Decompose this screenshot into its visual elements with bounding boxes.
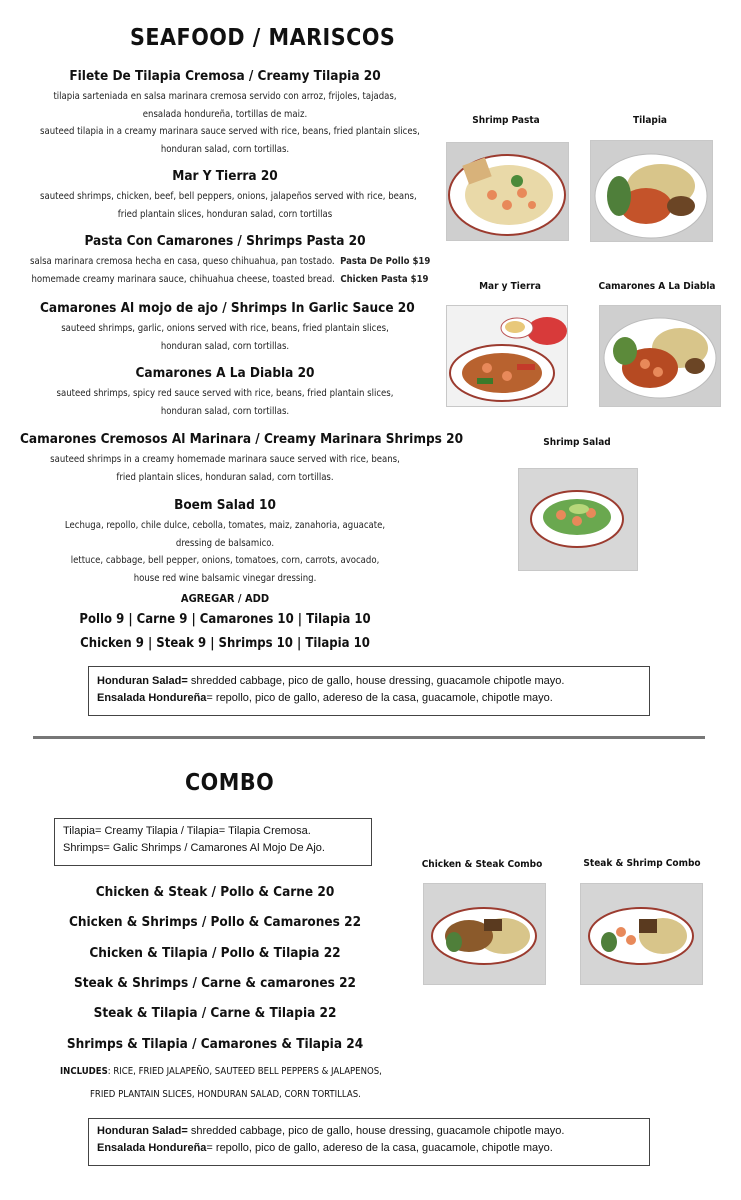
shrimp-pasta-photo: [446, 142, 569, 241]
pasta-de-pollo-price: Pasta De Pollo $19: [340, 256, 431, 267]
combo-legend: Tilapia= Creamy Tilapia / Tilapia= Tilapia Cremosa. Shrimps= Galic Shrimps / Camarones Al Mojo De Ajo.: [54, 818, 372, 866]
photo-caption: Shrimp Pasta: [472, 115, 540, 126]
steak-shrimp-combo-photo: [580, 883, 703, 985]
combo-includes: INCLUDES: RICE, FRIED JALAPEÑO, SAUTEED BELL PEPPERS & JALAPENOS,: [60, 1066, 382, 1077]
dish-title: Camarones A La Diabla 20: [135, 365, 315, 381]
add-ons-spanish: Pollo 9 | Carne 9 | Camarones 10 | Tilapia 10: [79, 612, 371, 627]
combo-item: Shrimps & Tilapia / Camarones & Tilapia 24: [66, 1036, 364, 1052]
dish-title: Pasta Con Camarones / Shrimps Pasta 20: [84, 233, 366, 249]
dish-title: Camarones Cremosos Al Marinara / Creamy Marinara Shrimps 20: [20, 431, 464, 447]
add-ons-english: Chicken 9 | Steak 9 | Shrimps 10 | Tilapia 10: [80, 636, 370, 651]
photo-caption: Steak & Shrimp Combo: [583, 858, 701, 869]
photo-caption: Tilapia: [633, 115, 667, 126]
mar-y-tierra-photo: [446, 305, 568, 407]
combo-item: Chicken & Tilapia / Pollo & Tilapia 22: [89, 945, 341, 961]
photo-caption: Chicken & Steak Combo: [421, 859, 543, 870]
dish-description: salsa marinara cremosa hecha en casa, queso chihuahua, pan tostado. Pasta De Pollo $19 homemade creamy marinara sauce, chihuahua cheese, toasted bread. Chicken Pasta $19: [30, 256, 431, 285]
photo-caption: Shrimp Salad: [543, 437, 611, 448]
dish-description: tilapia sarteniada en salsa marinara cremosa servido con arroz, frijoles, tajadas, ensalada hondureña, tortillas de maiz. sauteed tilapia in a creamy marinara sauce served with rice, beans, fried plantain slices, honduran salad, corn tortillas.: [40, 91, 420, 155]
camarones-diabla-photo: [599, 305, 721, 407]
combo-item: Steak & Shrimps / Carne & camarones 22: [74, 975, 356, 991]
shrimp-salad-photo: [518, 468, 638, 571]
tilapia-photo: [590, 140, 713, 242]
chicken-pasta-price: Chicken Pasta $19: [340, 273, 429, 285]
photo-caption: Camarones A La Diabla: [598, 281, 716, 292]
dish-title: Mar Y Tierra 20: [172, 168, 278, 184]
dish-title: Filete De Tilapia Cremosa / Creamy Tilapia 20: [69, 68, 381, 84]
dish-description: sauteed shrimps, chicken, beef, bell peppers, onions, jalapeños served with rice, beans, fried plantain slices, honduran salad, corn tortillas: [40, 191, 417, 220]
photo-caption: Mar y Tierra: [479, 281, 541, 292]
dish-description: sauteed shrimps, garlic, onions served with rice, beans, fried plantain slices, honduran salad, corn tortillas.: [61, 323, 389, 352]
dish-description: sauteed shrimps, spicy red sauce served with rice, beans, fried plantain slices, honduran salad, corn tortillas.: [56, 388, 394, 417]
dish-description: sauteed shrimps in a creamy homemade marinara sauce served with rice, beans, fried plantain slices, honduran salad, corn tortillas.: [50, 454, 400, 483]
combo-includes-cont: FRIED PLANTAIN SLICES, HONDURAN SALAD, CORN TORTILLAS.: [90, 1089, 361, 1100]
add-ons-heading: AGREGAR / ADD: [180, 592, 270, 605]
combo-item: Chicken & Shrimps / Pollo & Camarones 22: [68, 914, 362, 930]
combo-item: Steak & Tilapia / Carne & Tilapia 22: [93, 1005, 337, 1021]
combo-item: Chicken & Steak / Pollo & Carne 20: [95, 884, 335, 900]
honduran-salad-note-combo: Honduran Salad= shredded cabbage, pico de gallo, house dressing, guacamole chipotle mayo. Ensalada Hondureña= repollo, pico de gallo, adereso de la casa, guacamole, chipotle mayo.: [88, 1118, 650, 1166]
combo-title: COMBO: [185, 770, 275, 796]
section-divider: [33, 736, 705, 739]
dish-title: Camarones Al mojo de ajo / Shrimps In Garlic Sauce 20: [40, 300, 415, 316]
chicken-steak-combo-photo: [423, 883, 546, 985]
dish-description: Lechuga, repollo, chile dulce, cebolla, tomates, maiz, zanahoria, aguacate, dressing de balsamico. lettuce, cabbage, bell pepper, onions, tomatoes, corn, carrots, avocado, house red wine balsamic vinegar dressing.: [64, 520, 386, 584]
honduran-salad-note: Honduran Salad= shredded cabbage, pico de gallo, house dressing, guacamole chipotle mayo. Ensalada Hondureña= repollo, pico de gallo, adereso de la casa, guacamole, chipotle mayo.: [88, 666, 650, 716]
seafood-title: SEAFOOD / MARISCOS: [130, 25, 396, 51]
dish-title: Boem Salad 10: [174, 497, 276, 513]
